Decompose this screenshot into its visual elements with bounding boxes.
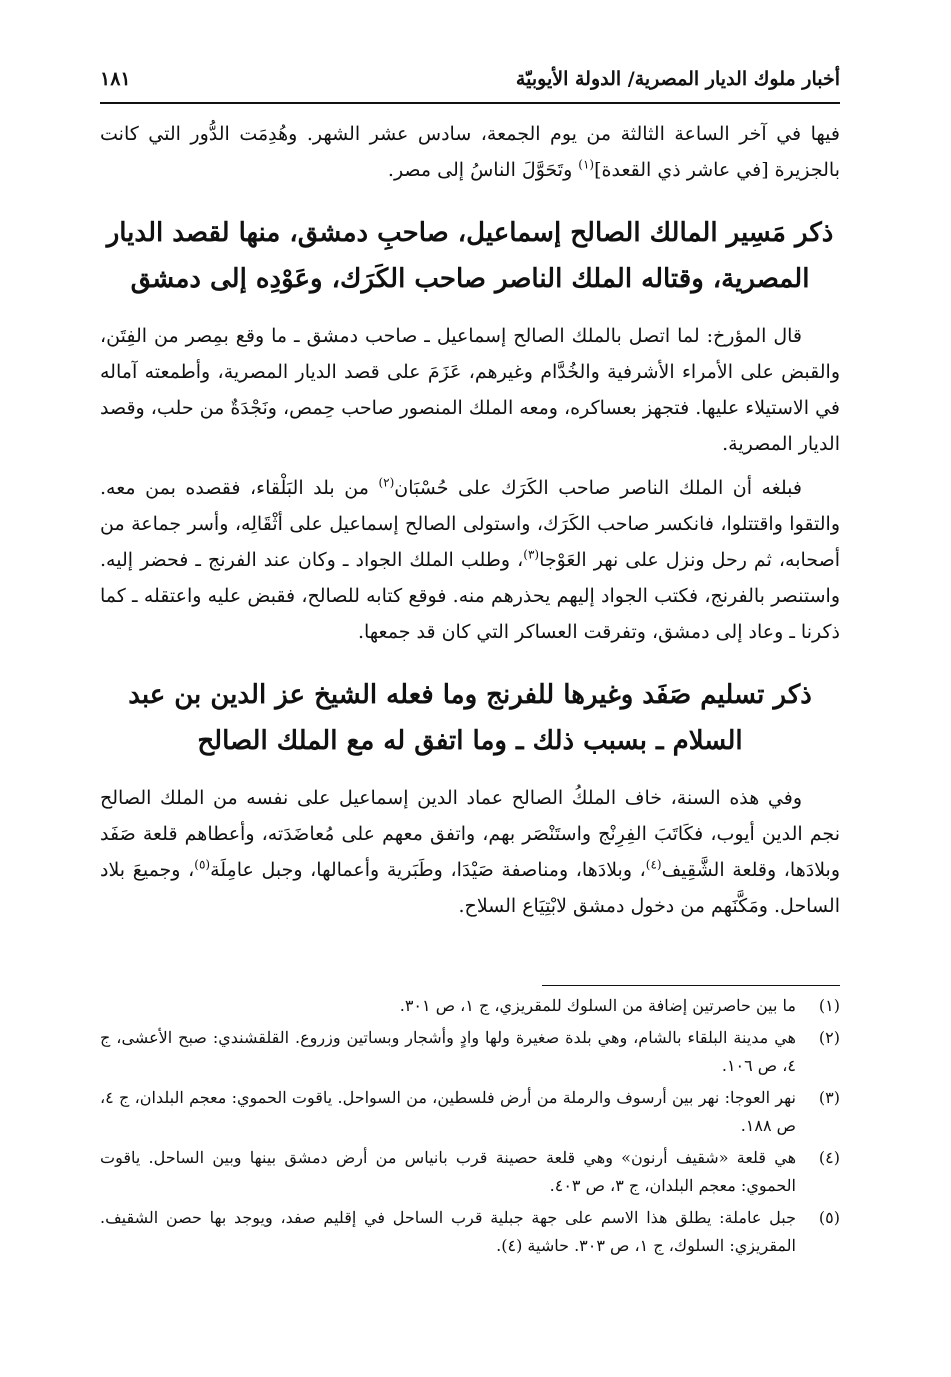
footnote-text: هي مدينة البلقاء بالشام، وهي بلدة صغيرة ولها وادٍ وأشجار وبساتين وزروع. القلقشندي: صبح الأعشى، ج ٤، ص ١٠٦. (100, 1028, 796, 1075)
paragraph-text: وتَحَوَّلَ الناسُ إلى مصر. (387, 159, 579, 181)
paragraph-text: وفي هذه السنة، خاف الملكُ الصالح عماد الدين إسماعيل على نفسه من الملك الصالح نجم الدين أيوب، فكَاتَبَ الفِرِنْج واستَنْصَر بهم، واتفق معهم على مُعاضَدَته، وأعطاهم قلعة صَفَد وبلادَها، وقلعة الشَّقِيف (100, 787, 840, 881)
footnote-number: (٥) (818, 1208, 840, 1227)
section-heading-saleh-march: ذكر مَسِير المالك الصالح إسماعيل، صاحبِ دمشق، منها لقصد الديار المصرية، وقتاله الملك الناصر صاحب الكَرَك، وعَوْدِه إلى دمشق (106, 218, 834, 294)
paragraph-continuation (100, 116, 840, 188)
footnote-text: جبل عاملة: يطلق هذا الاسم على جهة جبلية قرب الساحل في إقليم صفد، ويوجد بها حصن الشقيف. المقريزي: السلوك، ج ١، ص ٣٠٣. حاشية (٤). (100, 1208, 796, 1255)
footnotes (100, 992, 840, 1264)
running-title: أخبار ملوك الديار المصرية/ الدولة الأيوبيّة (515, 68, 840, 90)
footnote-4 (100, 1144, 840, 1200)
footnote-2 (100, 1024, 840, 1080)
footnote-ref-1: (١) (578, 157, 595, 172)
footnote-text: نهر العوجا: نهر بين أرسوف والرملة من أرض فلسطين، من السواحل. ياقوت الحموي: معجم البلدان، ج ٤، ص ١٨٨. (100, 1088, 796, 1135)
paragraph-text: من بلد البَلْقاء، فقصده بمن معه. والتقوا واقتتلوا، فانكسر صاحب الكَرَك، واستولى الصالح إسماعيل على أثْقَالِه، وأسر جماعة من أصحابه، ثم رحل ونزل على نهر العَوْجا (100, 477, 840, 571)
paragraph-safad (100, 780, 840, 924)
footnote-number: (٣) (818, 1088, 840, 1107)
footnote-divider (542, 985, 840, 986)
footnote-ref-5: (٥) (194, 857, 211, 872)
footnote-number: (٤) (818, 1148, 840, 1167)
footnote-number: (١) (818, 996, 840, 1015)
section-heading-safad-surrender: ذكر تسليم صَفَد وغيرها للفرنج وما فعله الشيخ عز الدين بن عبد السلام ـ بسبب ذلك ـ وما اتفق له مع الملك الصالح (128, 680, 812, 756)
body-text (100, 116, 840, 924)
paragraph-text: ، وطلب الملك الجواد ـ وكان عند الفرنج ـ فحضر إليه. واستنصر بالفرنج، فكتب الجواد إليهم يحذرهم منه. فوقع كتابه للصالح، فقبض عليه واعتقله ـ كما ذكرنا ـ وعاد إلى دمشق، وتفرقت العساكر التي كان قد جمعها. (100, 549, 840, 643)
paragraph-text: ، وبلادَها، ومناصفة صَيْدَا، وطَبَرية وأعمالها، وجبل عامِلَة (210, 859, 646, 881)
paragraph-historian: قال المؤرخ: لما اتصل بالملك الصالح إسماعيل ـ صاحب دمشق ـ ما وقع بمِصر من الفِتَن، والقبض على الأمراء الأشرفية والخُدَّام وغيرهم، عَزَمَ على قصد الديار المصرية، وأطمعته آماله في الاستيلاء عليها. فتجهز بعساكره، ومعه الملك المنصور صاحب حِمص، ونَجْدَةٌ من حلب، وقصد الديار المصرية. (100, 325, 840, 455)
paragraph-battle (100, 470, 840, 650)
paragraph-text: فيها في آخر الساعة الثالثة من يوم الجمعة، سادس عشر الشهر. وهُدِمَت الدُّور التي كانت بالجزيرة [في عاشر ذي القعدة] (100, 123, 840, 181)
footnote-number: (٢) (818, 1028, 840, 1047)
footnote-ref-2: (٢) (378, 475, 395, 490)
running-head (100, 62, 840, 104)
footnote-1 (100, 992, 840, 1020)
paragraph-text: فبلغه أن الملك الناصر صاحب الكَرَك على حُسْبَان (394, 477, 802, 499)
footnote-ref-4: (٤) (645, 857, 662, 872)
footnote-text: هي قلعة «شقيف أرنون» وهي قلعة حصينة قرب بانياس من أرض دمشق بينها وبين الساحل. ياقوت الحموي: معجم البلدان، ج ٣، ص ٤٠٣. (100, 1148, 797, 1195)
page-number: ١٨١ (100, 68, 131, 90)
footnote-ref-3: (٣) (523, 547, 540, 562)
footnote-text: ما بين حاصرتين إضافة من السلوك للمقريزي، ج ١، ص ٣٠١. (399, 996, 796, 1015)
footnote-3 (100, 1084, 840, 1140)
footnote-5 (100, 1204, 840, 1260)
paragraph-text: ، وجميعَ بلاد الساحل. ومَكَّنَهم من دخول دمشق لابْتِيَاع السلاح. (100, 859, 840, 917)
